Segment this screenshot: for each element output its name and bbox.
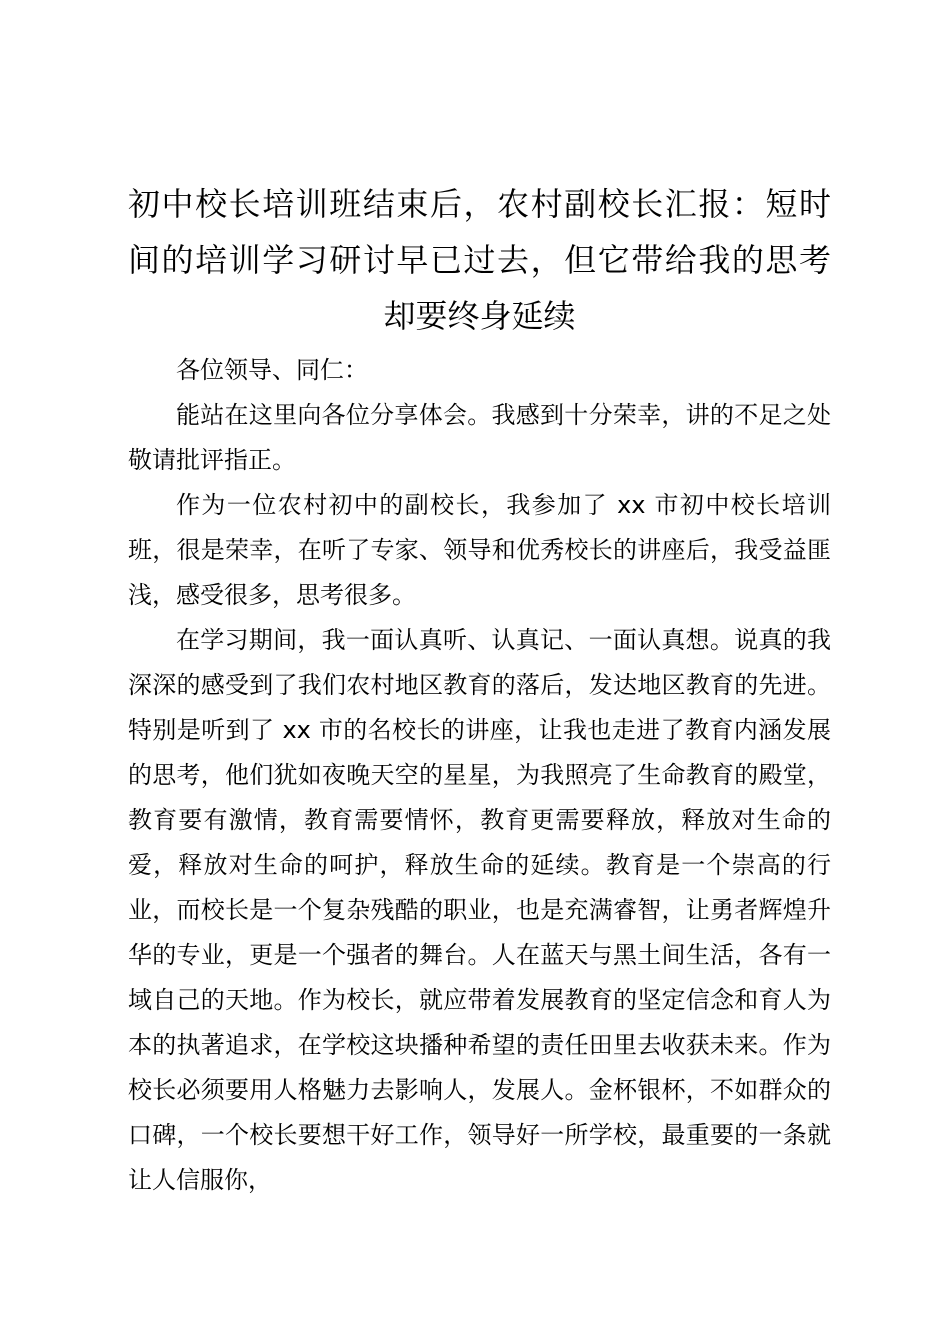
document-title: 初中校长培训班结束后，农村副校长汇报：短时间的培训学习研讨早已过去，但它带给我的思考却要终身延续 [128, 185, 831, 335]
paragraph-opening: 能站在这里向各位分享体会。我感到十分荣幸，讲的不足之处敬请批评指正。 [128, 401, 831, 474]
paragraph-salutation: 各位领导、同仁： [176, 356, 368, 384]
paragraph-introduction: 作为一位农村初中的副校长，我参加了 xx 市初中校长培训班，很是荣幸，在听了专家、领导和优秀校长的讲座后，我受益匪浅，感受很多，思考很多。 [128, 491, 831, 609]
document-body [128, 348, 831, 1203]
paragraph-reflection: 在学习期间，我一面认真听、认真记、一面认真想。说真的我深深的感受到了我们农村地区教育的落后，发达地区教育的先进。特别是听到了 xx 市的名校长的讲座，让我也走进了教育内涵发展的思考，他们犹如夜晚天空的星星，为我照亮了生命教育的殿堂，教育要有激情，教育需要情怀，教育更需要释放，释放对生命的爱，释放对生命的呵护，释放生命的延续。教育是一个崇高的行业，而校长是一个复杂残酷的职业，也是充满睿智，让勇者辉煌升华的专业，更是一个强者的舞台。人在蓝天与黑土间生活，各有一域自己的天地。作为校长，就应带着发展教育的坚定信念和育人为本的执著追求，在学校这块播种希望的责任田里去收获未来。作为校长必须要用人格魅力去影响人，发展人。金杯银杯，不如群众的口碑，一个校长要想干好工作，领导好一所学校，最重要的一条就让人信服你， [128, 626, 831, 1194]
document-page [128, 176, 831, 1203]
